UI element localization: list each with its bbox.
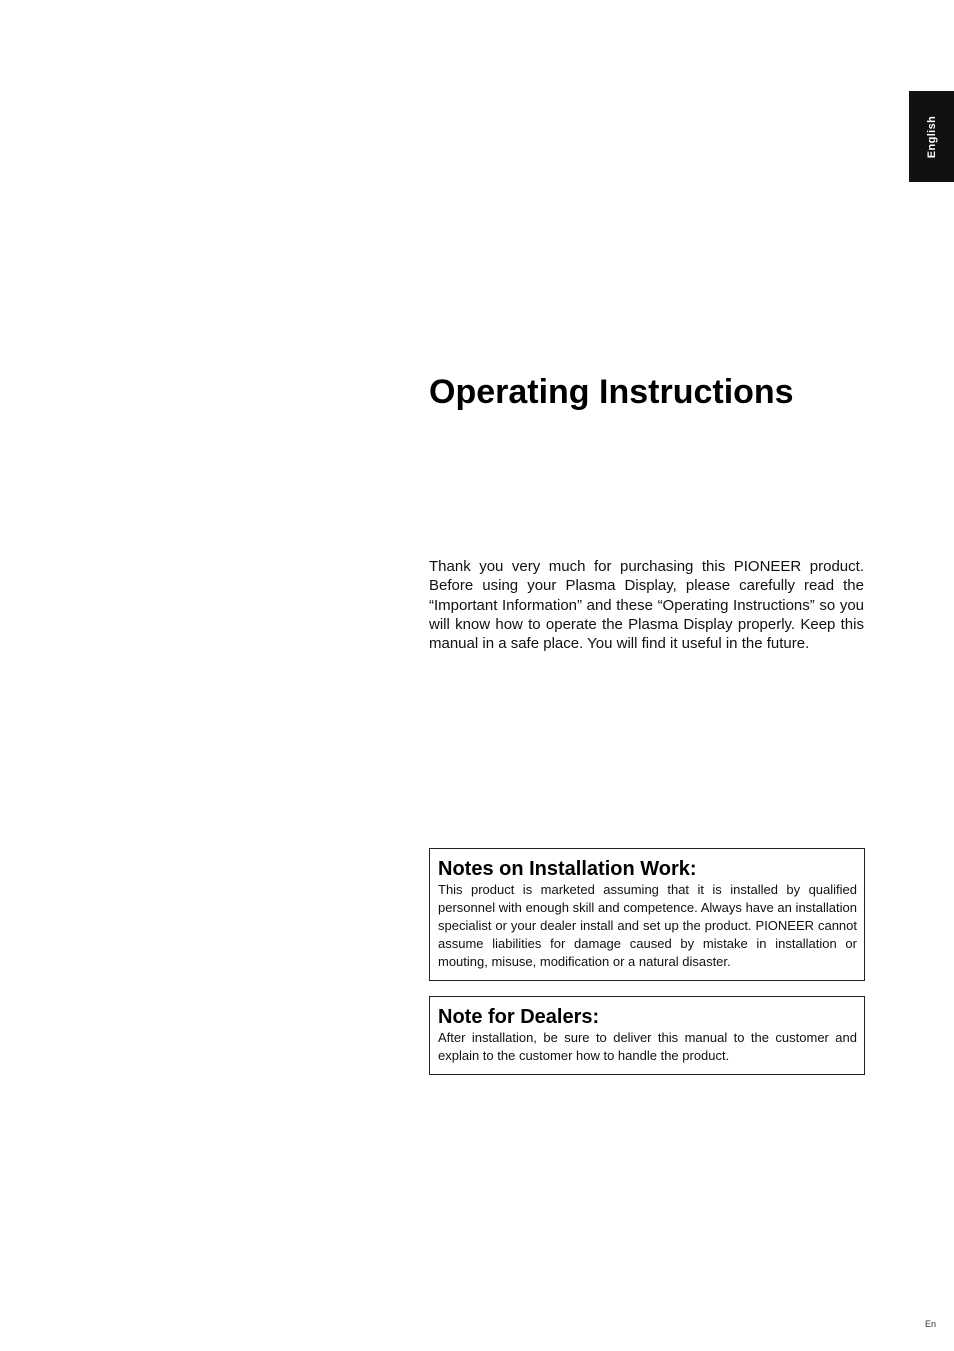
- installation-notes-heading: Notes on Installation Work:: [438, 858, 697, 880]
- dealer-note-box: [429, 996, 865, 1075]
- footer-language-code: En: [925, 1319, 937, 1329]
- dealer-note-heading: Note for Dealers:: [438, 1006, 600, 1028]
- page-title: Operating Instructions: [429, 373, 794, 411]
- language-tab-label: English: [925, 115, 938, 158]
- installation-notes-text: This product is marketed assuming that it is installed by qualified personnel with enough skill and competence. Always have an installation specialist or your dealer install and set up the product. PIONEER cannot assume liabilities for damage caused by mistake in installation or mouting, misuse, modification or a natural disaster.: [438, 882, 857, 969]
- intro-paragraph: Thank you very much for purchasing this PIONEER product. Before using your Plasma Display, please carefully read the “Important Information” and these “Operating Instructions” so you will know how to operate the Plasma Display properly. Keep this manual in a safe place. You will find it useful in the future.: [429, 558, 864, 653]
- dealer-note-text: After installation, be sure to deliver this manual to the customer and explain to the customer how to handle the product.: [438, 1030, 857, 1063]
- installation-notes-box: [429, 848, 865, 981]
- language-tab: [909, 91, 954, 182]
